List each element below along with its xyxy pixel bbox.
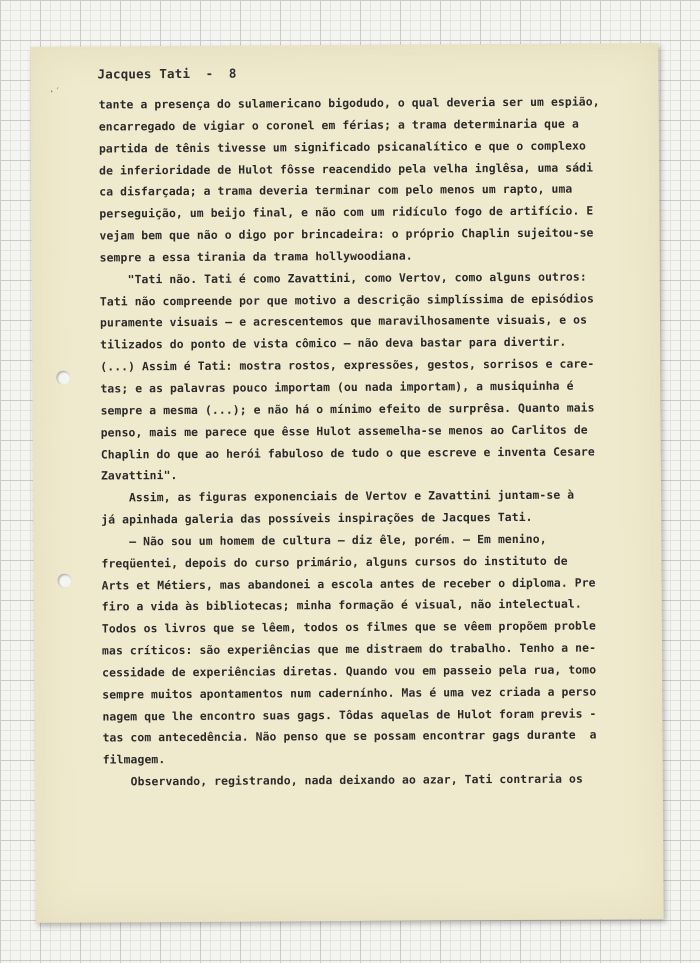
text-line: (...) Assim é Tati: mostra rostos, expressões, gestos, sorrisos e care- (100, 356, 595, 374)
text-line: encarregado de vigiar o coronel em férias; a trama determinaria que a (98, 116, 579, 134)
text-line: vejam bem que não o digo por brincadeira: o próprio Chaplin sujeitou-se (99, 225, 594, 243)
text-line: tante a presença do sulamericano bigodudo, o qual deveria ser um espião, (98, 94, 600, 112)
text-line: freqüentei, depois do curso primário, alguns cursos do instituto de (101, 553, 568, 571)
text-line: partida de tênis tivesse um significado psicanalítico e que o complexo (98, 138, 587, 156)
text-line: nagem que lhe encontro suas gags. Tôdas aquelas de Hulot foram previs - (102, 706, 597, 724)
text-line: de inferioridade de Hulot fôsse reacendido pela velha inglêsa, uma sádi (99, 160, 594, 178)
text-line: puramente visuais — e acrescentemos que maravilhosamente visuais, e os (99, 312, 588, 330)
text-line: cessidade de experiências diretas. Quando vou em passeio pela rua, tomo (102, 662, 597, 680)
text-line: Assim, as figuras exponenciais de Vertov e Zavattini juntam-se à (101, 487, 575, 505)
text-line: tas; e as palavras pouco importam (ou nada importam), a musiquinha é (100, 378, 574, 396)
text-line: perseguição, um beijo final, e não com um ridículo fogo de artifício. E (99, 203, 594, 221)
text-line: sempre a essa tirania da trama hollywoodiana. (99, 248, 413, 265)
text-line: firo a vida às bibliotecas; minha formação é visual, não intelectual. (101, 596, 582, 614)
page-header: Jacques Tati - 8 (97, 65, 237, 82)
text-line: Observando, registrando, nada deixando ao azar, Tati contraria os (102, 771, 583, 789)
text-line: tilizados do ponto de vista cômico — não deva bastar para divertir. (100, 334, 567, 352)
text-line: Todos os livros que se lêem, todos os filmes que se vêem propõem proble (101, 618, 596, 636)
punch-hole-top (56, 371, 70, 385)
punch-hole-bottom (58, 574, 72, 588)
text-line: Tati não compreende por que motivo a descrição simplíssima de episódios (99, 291, 594, 309)
text-line: Zavattini". (100, 468, 178, 483)
text-line: ca disfarçada; a trama deveria terminar com pelo menos um rapto, uma (99, 181, 573, 199)
text-line: Arts et Métiers, mas abandonei a escola antes de receber o diploma. Pre (101, 575, 596, 593)
page-body (99, 91, 643, 793)
typewritten-page (30, 43, 663, 923)
text-line: filmagem. (102, 752, 166, 767)
text-line: sempre muitos apontamentos num cadernínho. Mas é uma vez criada a perso (102, 684, 597, 702)
text-line: — Não sou um homem de cultura — diz êle, porém. — Em menino, (101, 531, 547, 549)
text-line: sempre a mesma (...); e não há o mínimo efeito de surprêsa. Quanto mais (100, 400, 595, 418)
text-line: mas críticos: são experiências que me distraem do trabalho. Tenho a ne- (101, 640, 597, 658)
text-line: Chaplin do que ao herói fabuloso de tudo o que escreve e inventa Cesare (100, 443, 595, 462)
text-line: "Tati não. Tati é como Zavattini, como Vertov, como alguns outros: (99, 269, 587, 287)
text-line: tas com antecedência. Não penso que se possam encontrar gags durante a (102, 727, 597, 745)
text-line: penso, mais me parece que êsse Hulot assemelha-se menos ao Carlitos de (100, 422, 588, 440)
pencil-mark: ·′ (48, 86, 61, 98)
text-line: já apinhada galeria das possíveis inspirações de Jacques Tati. (101, 509, 533, 527)
